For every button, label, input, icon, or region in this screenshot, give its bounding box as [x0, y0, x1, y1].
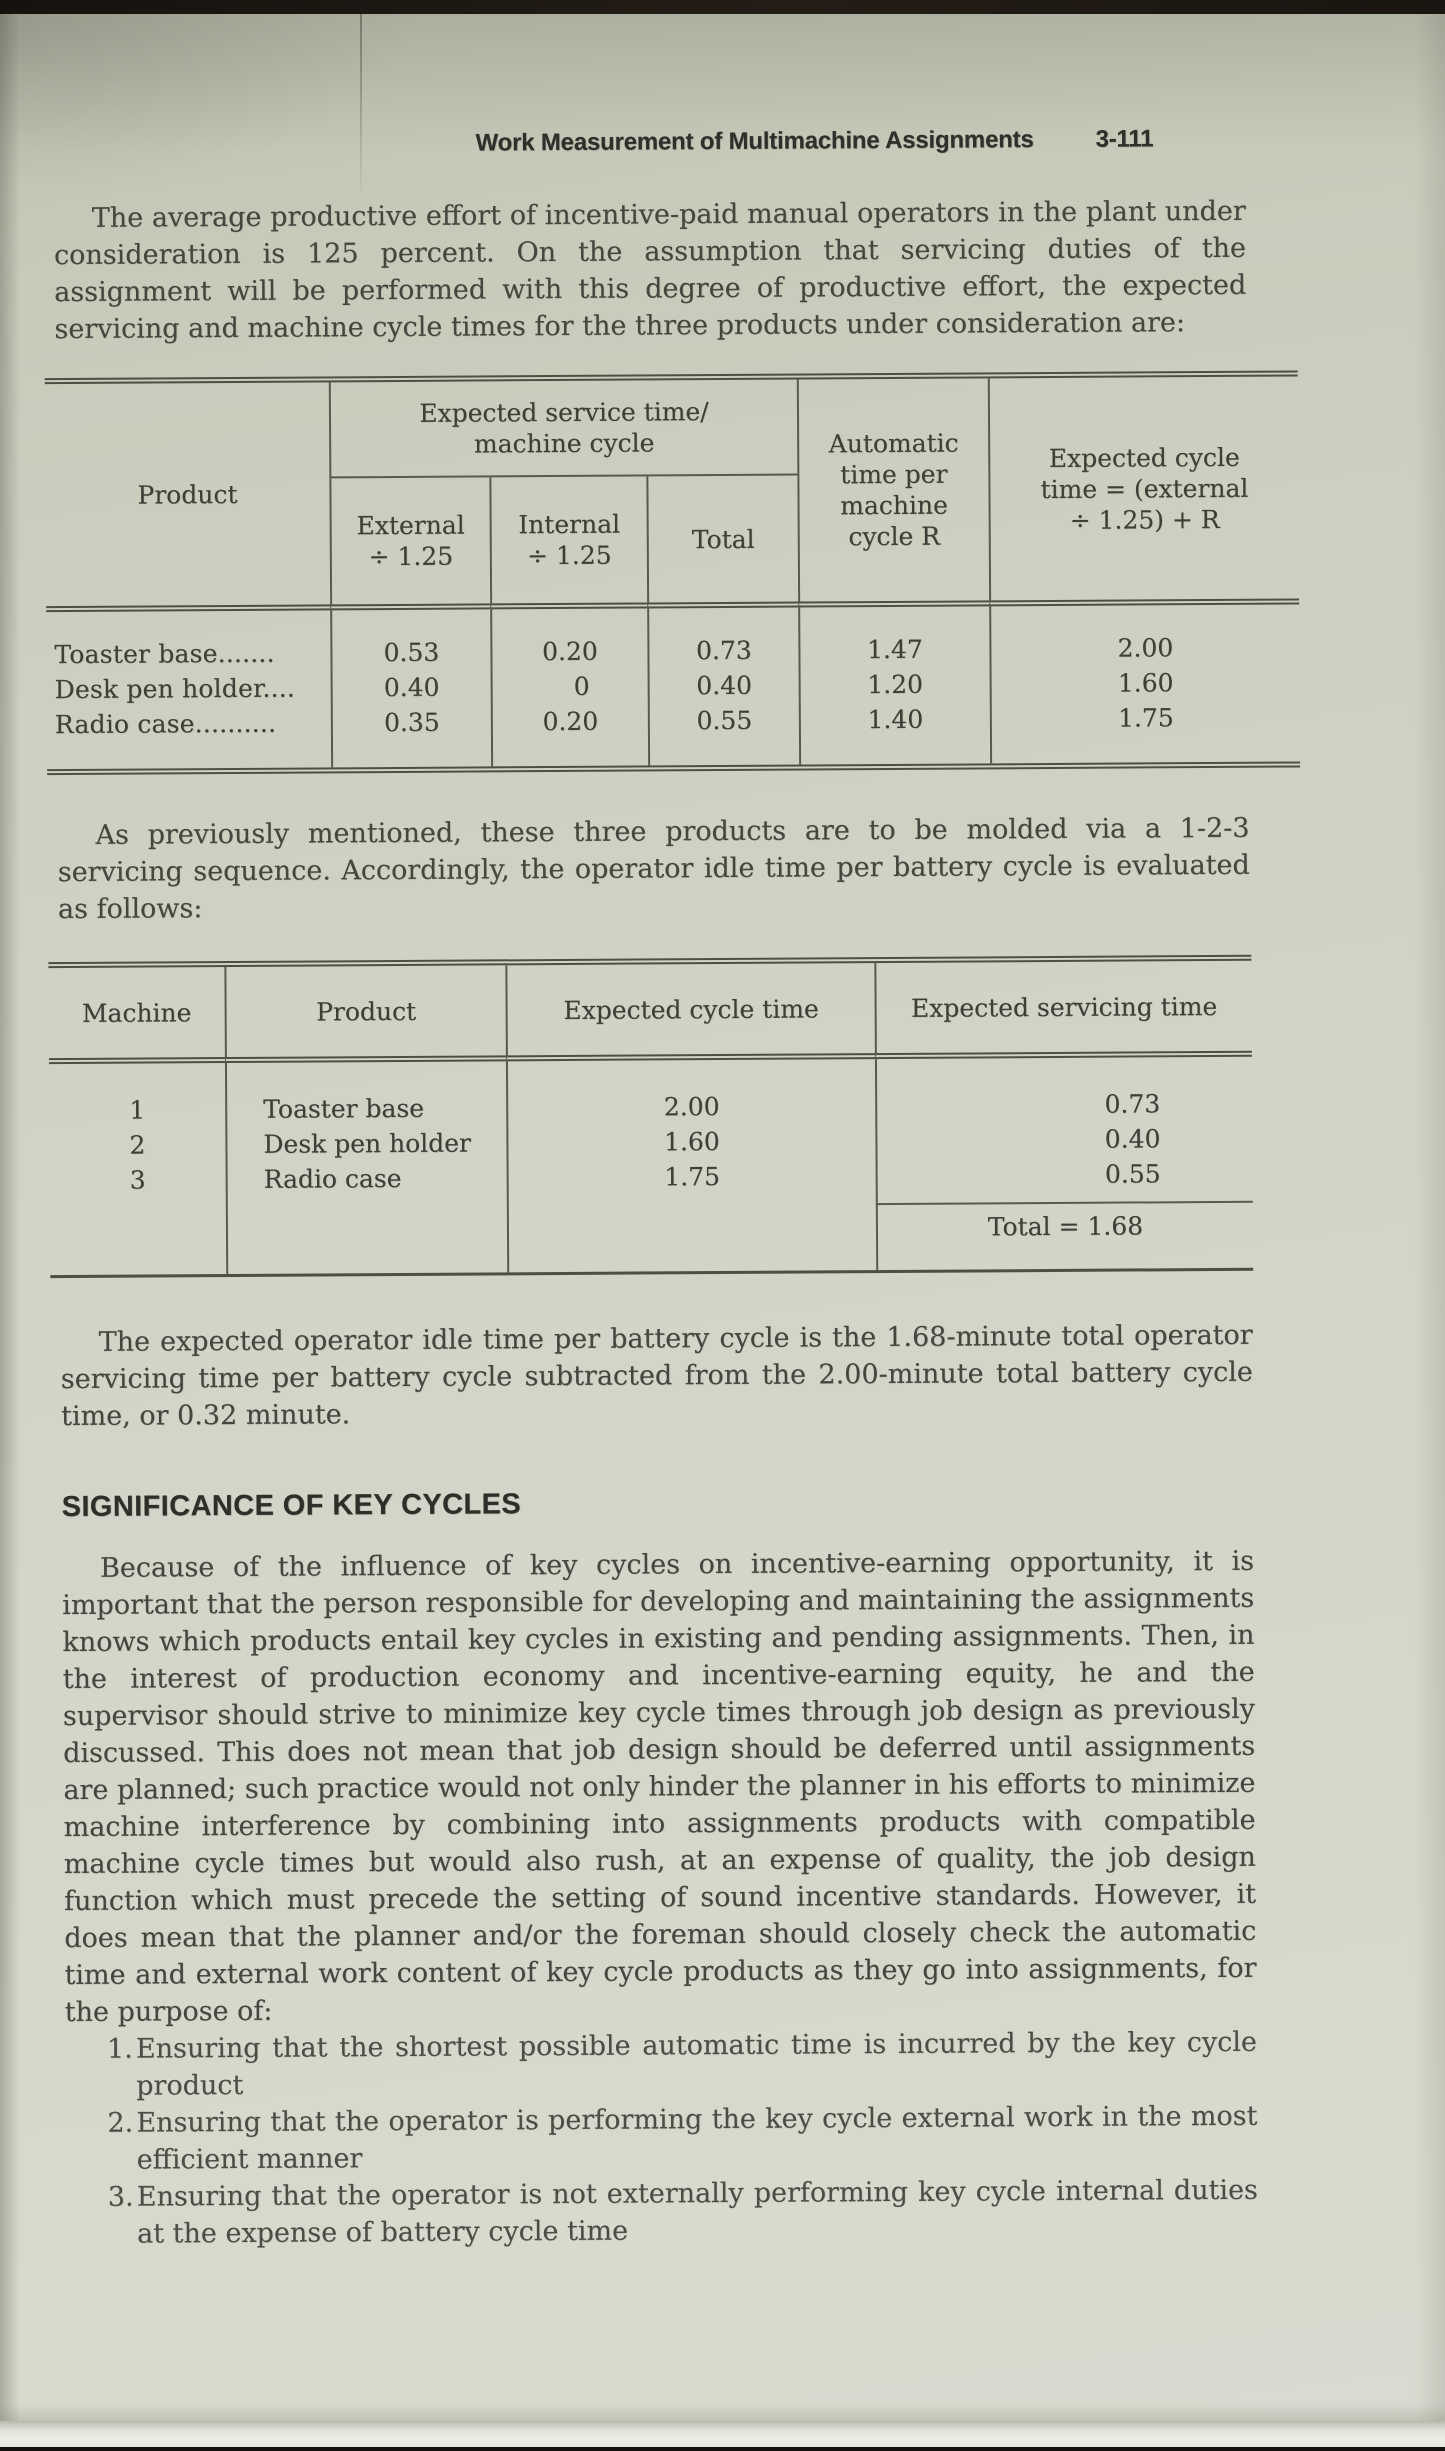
cell-product: Radio case	[226, 1160, 507, 1197]
cell-empty	[50, 1207, 226, 1275]
cell-empty	[226, 1205, 507, 1274]
cell-product: Toaster base	[225, 1061, 506, 1127]
page-content	[0, 8, 1445, 2451]
cell-product: Toaster base.......	[46, 604, 330, 672]
list-item: Ensuring that the shortest possible automatic time is incurred by the key cycle product	[135, 2026, 1258, 2102]
cell-machine: 3	[129, 1165, 146, 1195]
cell-internal: 0.20	[490, 602, 647, 669]
cell-servicing-time: 0.73	[875, 1057, 1252, 1123]
cell-machine: 1	[129, 1095, 146, 1125]
cell-internal: 0.20	[491, 703, 648, 766]
list-item: Ensuring that the operator is performing the key cycle external work in the most efficient manner	[136, 2100, 1258, 2176]
page-number: 3-111	[1095, 125, 1154, 153]
col-header-cycle-time: Expected cycle time	[505, 963, 875, 1061]
cell-empty	[507, 1203, 876, 1272]
paragraph-key-cycles: Because of the influence of key cycles on incentive-earning opportunity, it is important that the person responsible for developing and maintaining the assignments knows which products entail key cycles in existing and pending assignments. Then, in the interest of production economy and incentive-earning equity, he and the supervisor should strive to minimize key cycle times through job design as previously discussed. This does not mean that job design should be deferred until assignments are planned; such practice would not only hinder the planner in his efforts to minimize machine interference by combining into assignments products with compatible machine cycle times but would also rush, at an expense of quality, the job design function which must precede the setting of sound incentive standards. However, it does mean that the planner and/or the foreman should closely check the automatic time and external work content of key cycle products as they go into assignments, for the purpose of:	[62, 1545, 1257, 2029]
paragraph-sequence: As previously mentioned, these three products are to be molded via a 1-2-3 servicing sequence. Accordingly, the operator idle time per battery cycle is evaluated as follows:	[57, 812, 1250, 926]
list-item: Ensuring that the operator is not externally performing key cycle internal duties at the expense of battery cycle time	[136, 2174, 1258, 2250]
col-header-servicing-time: Expected servicing time	[874, 961, 1252, 1059]
cell-internal: 0	[491, 668, 648, 704]
col-header-external: External ÷ 1.25	[329, 477, 490, 604]
cell-expected: 1.60	[990, 664, 1300, 701]
servicing-total: Total = 1.68	[876, 1201, 1253, 1270]
cell-automatic: 1.40	[799, 701, 990, 764]
paragraph-idle-time: The expected operator idle time per battery cycle is the 1.68-minute total operator servicing time per battery cycle subtracted from the 2.00-minute total battery cycle time, or 0.32 minute.	[60, 1319, 1253, 1433]
col-header-machine: Machine	[48, 967, 225, 1064]
cell-external: 0.53	[330, 603, 490, 670]
col-header-internal: Internal ÷ 1.25	[489, 476, 647, 603]
cell-automatic: 1.20	[799, 666, 990, 702]
cell-expected: 2.00	[989, 598, 1299, 666]
cell-product: Desk pen holder....	[54, 673, 296, 705]
section-heading: SIGNIFICANCE OF KEY CYCLES	[61, 1488, 522, 1524]
cell-product: Radio case..........	[54, 708, 277, 740]
cell-external: 0.40	[331, 669, 491, 705]
purpose-list	[65, 2024, 1258, 2253]
cell-cycle-time: 2.00	[506, 1059, 875, 1125]
col-header-product: Product	[137, 479, 238, 510]
col-header-service-time-spanner: Expected service time/ machine cycle	[329, 380, 798, 479]
cell-total: 0.73	[647, 602, 798, 669]
cell-cycle-time: 1.75	[507, 1158, 876, 1195]
photo-dark-top-edge	[0, 0, 1445, 14]
paragraph-intro: The average productive effort of incentive-paid manual operators in the plant under consideration is 125 percent. On the assumption that servicing duties of the assignment will be performed with this degree of productive effort, the expected servicing and machine cycle times for the three products under consideration are:	[53, 195, 1247, 346]
running-head	[53, 125, 1245, 160]
cell-total: 0.55	[648, 703, 799, 766]
cell-machine: 2	[129, 1130, 146, 1160]
cell-total: 0.40	[648, 668, 799, 704]
running-head-title: Work Measurement of Multimachine Assignments	[475, 126, 1034, 157]
page-bottom-edge	[0, 2421, 1445, 2447]
col-header-automatic-time: Automatic time per machine cycle R	[797, 378, 989, 601]
col-header-product: Product	[224, 965, 506, 1063]
col-header-expected-cycle: Expected cycle time = (external ÷ 1.25) + R	[988, 376, 1299, 600]
battery-cycle-table	[48, 955, 1253, 1278]
col-header-total: Total	[646, 476, 798, 603]
cell-product: Desk pen holder	[225, 1125, 506, 1162]
cell-servicing-time: 0.40	[875, 1121, 1252, 1158]
book-page	[0, 12, 1445, 2447]
cell-expected: 1.75	[990, 699, 1300, 763]
cell-automatic: 1.47	[798, 600, 989, 667]
cell-cycle-time: 1.60	[506, 1123, 875, 1160]
cell-servicing-time: 0.55	[876, 1156, 1253, 1193]
product-cycle-table	[45, 370, 1300, 775]
cell-external: 0.35	[331, 704, 491, 767]
